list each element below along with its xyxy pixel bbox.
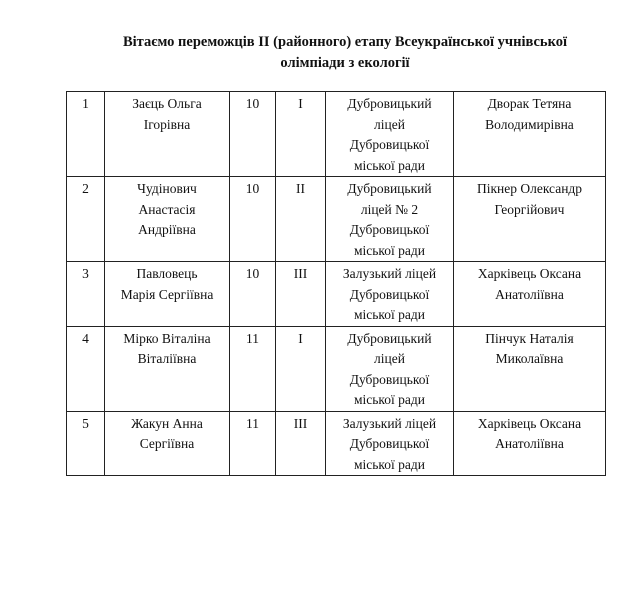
student-name-cell: Заєць Ольга Ігорівна [105, 92, 230, 177]
grade-cell: 10 [230, 262, 276, 327]
student-name-cell: Чудінович Анастасія Андріївна [105, 177, 230, 262]
place-cell: І [276, 92, 326, 177]
place-cell: ІІІ [276, 411, 326, 476]
grade-cell: 10 [230, 177, 276, 262]
school-cell: Дубровицький ліцей Дубровицької міської ради [326, 92, 454, 177]
school-cell: Залузький ліцей Дубровицької міської ради [326, 262, 454, 327]
row-number-cell: 3 [67, 262, 105, 327]
table-row [67, 326, 606, 411]
table-row [67, 411, 606, 476]
table-row [67, 177, 606, 262]
teacher-cell: Дворак Тетяна Володимирівна [454, 92, 606, 177]
student-name-cell: Мірко Віталіна Віталіївна [105, 326, 230, 411]
grade-cell: 11 [230, 326, 276, 411]
school-cell: Дубровицький ліцей № 2 Дубровицької міської ради [326, 177, 454, 262]
school-cell: Дубровицький ліцей Дубровицької міської ради [326, 326, 454, 411]
row-number-cell: 2 [67, 177, 105, 262]
row-number-cell: 5 [67, 411, 105, 476]
student-name-cell: Павловець Марія Сергіївна [105, 262, 230, 327]
school-cell: Залузький ліцей Дубровицької міської ради [326, 411, 454, 476]
place-cell: ІІ [276, 177, 326, 262]
title-line-1: Вітаємо переможців II (районного) етапу Всеукраїнської учнівської [122, 34, 568, 50]
grade-cell: 11 [230, 411, 276, 476]
table-row [67, 92, 606, 177]
row-number-cell: 4 [67, 326, 105, 411]
grade-cell: 10 [230, 92, 276, 177]
place-cell: І [276, 326, 326, 411]
place-cell: ІІІ [276, 262, 326, 327]
row-number-cell: 1 [67, 92, 105, 177]
page-title [90, 32, 600, 74]
winners-table [66, 91, 606, 476]
teacher-cell: Пікнер Олександр Георгійович [454, 177, 606, 262]
table-row [67, 262, 606, 327]
teacher-cell: Харківець Оксана Анатоліївна [454, 262, 606, 327]
title-line-2: олімпіади з екології [280, 55, 410, 71]
teacher-cell: Харківець Оксана Анатоліївна [454, 411, 606, 476]
student-name-cell: Жакун Анна Сергіївна [105, 411, 230, 476]
teacher-cell: Пінчук Наталія Миколаївна [454, 326, 606, 411]
